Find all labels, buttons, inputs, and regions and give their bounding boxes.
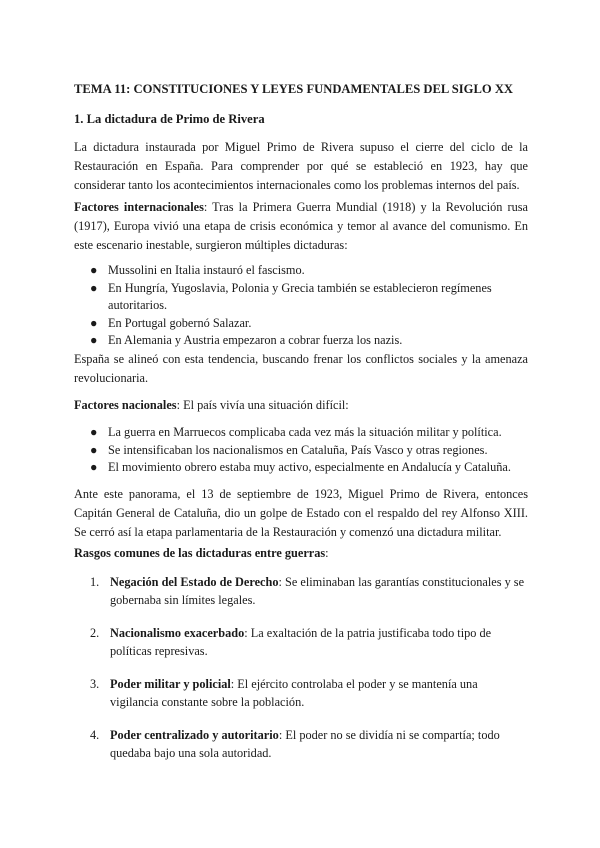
- list-item: ● La guerra en Marruecos complicaba cada vez más la situación militar y política.: [74, 424, 528, 442]
- national-factors-text: : El país vivía una situación difícil:: [176, 398, 349, 412]
- international-factors-text: : Tras la Primera Guerra Mundial (1918) y la Revolución rusa (1917), Europa vivió una etapa de crisis económica y temor al avance del comunismo. En este escenario inestable, surgieron múltiples dictaduras:: [74, 200, 528, 252]
- list-item: ● El movimiento obrero estaba muy activo, especialmente en Andalucía y Cataluña.: [74, 459, 528, 477]
- list-item: 2. Nacionalismo exacerbado: La exaltación de la patria justificaba todo tipo de políticas represivas.: [90, 626, 492, 658]
- page-title: TEMA 11: CONSTITUCIONES Y LEYES FUNDAMENTALES DEL SIGLO XX: [74, 82, 514, 96]
- coup-paragraph: Ante este panorama, el 13 de septiembre de 1923, Miguel Primo de Rivera, entonces Capitán General de Cataluña, dio un golpe de Estado con el respaldo del rey Alfonso XIII. Se cerró así la etapa parlamentaria de la Restauración y comenzó una dictadura militar.: [74, 487, 528, 539]
- spain-aligned-paragraph: España se alineó con esta tendencia, buscando frenar los conflictos sociales y la amenaza revolucionaria.: [74, 352, 528, 385]
- list-item: 3. Poder militar y policial: El ejército controlaba el poder y se mantenía una vigilancia constante sobre la población.: [90, 677, 478, 709]
- list-item: ● En Portugal gobernó Salazar.: [74, 315, 528, 333]
- list-item: ● En Hungría, Yugoslavia, Polonia y Grecia también se establecieron regímenes autoritarios.: [90, 280, 492, 312]
- list-item: ● En Alemania y Austria empezaron a cobrar fuerza los nazis.: [74, 332, 528, 350]
- traits-label: Rasgos comunes de las dictaduras entre guerras: [74, 546, 326, 560]
- national-list: [74, 424, 528, 477]
- traits-list: [74, 574, 528, 762]
- bullet-icon: ●: [90, 315, 98, 330]
- bullet-icon: ●: [90, 442, 98, 457]
- international-factors-label: Factores internacionales: [74, 200, 204, 214]
- bullet-icon: ●: [90, 460, 98, 474]
- intro-paragraph: La dictadura instaurada por Miguel Primo de Rivera supuso el cierre del ciclo de la Restauración en España. Para comprender por qué se estableció en 1923, hay que considerar tanto los acontecimientos internacionales como los problemas internos del país.: [74, 140, 528, 192]
- bullet-icon: ●: [90, 425, 98, 439]
- section-heading: 1. La dictadura de Primo de Rivera: [74, 112, 265, 126]
- list-item: 1. Negación del Estado de Derecho: Se eliminaban las garantías constitucionales y se gobernaba sin límites legales.: [90, 575, 525, 607]
- bullet-icon: ●: [90, 333, 98, 347]
- national-factors-paragraph: [74, 396, 528, 415]
- bullet-icon: ●: [90, 263, 98, 277]
- national-factors-label: Factores nacionales: [74, 398, 177, 412]
- traits-heading: Rasgos comunes de las dictaduras entre guerras:: [74, 546, 329, 560]
- list-item: ● Mussolini en Italia instauró el fascismo.: [74, 262, 528, 280]
- bullet-icon: ●: [90, 280, 98, 295]
- list-item: 4. Poder centralizado y autoritario: El poder no se dividía ni se compartía; todo quedaba bajo una sola autoridad.: [90, 728, 500, 760]
- international-list: [74, 262, 528, 350]
- international-factors-paragraph: [74, 198, 528, 255]
- list-item: ● Se intensificaban los nacionalismos en Cataluña, País Vasco y otras regiones.: [74, 442, 528, 460]
